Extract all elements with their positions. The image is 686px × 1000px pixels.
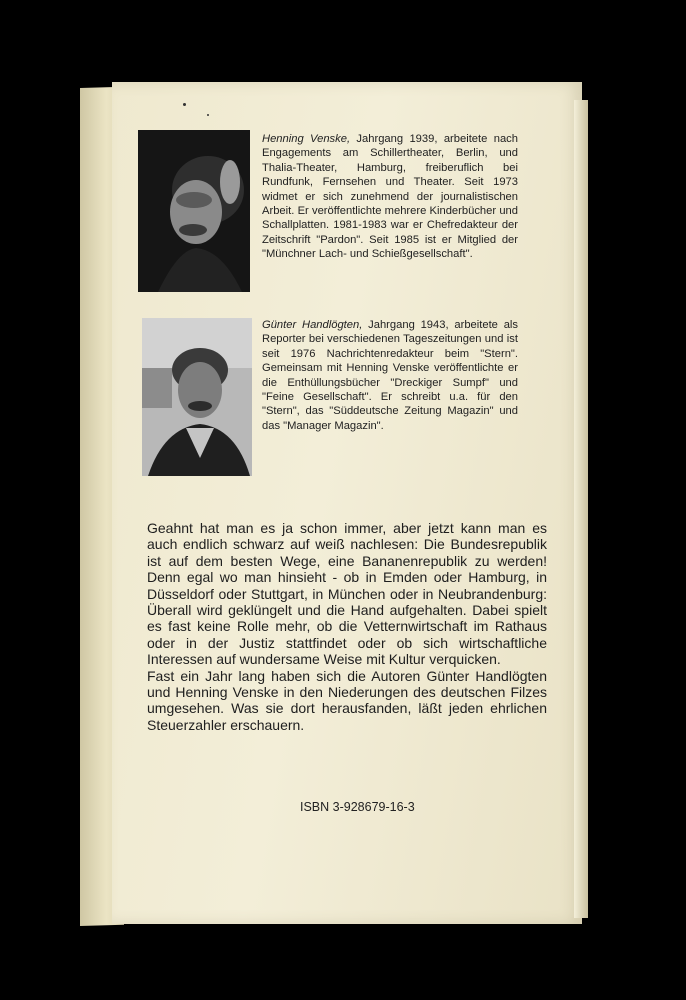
author-name: Henning Venske, bbox=[262, 133, 351, 145]
author-photo-venske bbox=[138, 130, 250, 292]
book-blurb bbox=[147, 520, 547, 733]
author-bio-handloegten bbox=[262, 318, 518, 433]
cover-speck bbox=[207, 114, 209, 116]
isbn-number: ISBN 3-928679-16-3 bbox=[300, 800, 415, 814]
author-bio-text: Jahrgang 1939, arbeitete nach Engagements am Schillertheater, Berlin, und Thalia-Theater, Hamburg, freiberuflich bei Rundfunk, Fernsehen und Theater. Seit 1973 widmet er sich zunehmend der journalistischen Arbeit. Er veröffentlichte mehrere Kinderbücher und Schallplatten. 1981-1983 war er Chefredakteur der Zeitschrift "Pardon". Seit 1985 ist er Mitglied der "Münchner Lach- und Schießgesellschaft". bbox=[262, 133, 518, 261]
blurb-paragraph-2: Fast ein Jahr lang haben sich die Autoren Günter Handlögten und Henning Venske in den Niederungen des deutschen Filzes umgesehen. Was sie dort herausfanden, läßt jeden ehrlichen Steuerzahler erschauern. bbox=[147, 667, 547, 733]
author-bio-venske bbox=[262, 132, 518, 262]
author-photo-handloegten bbox=[142, 318, 252, 476]
blurb-paragraph-1: Geahnt hat man es ja schon immer, aber jetzt kann man es auch endlich schwarz auf weiß nachlesen: Die Bundesrepublik ist auf dem besten Wege, eine Bananenrepublik zu werden! Denn egal wo man hinsieht - ob in Emden oder Hamburg, in Düsseldorf oder Stuttgart, in München oder in Neubrandenburg: Überall wird geklüngelt und die Hand aufgehalten. Dabei spielt es fast keine Rolle mehr, ob die Vetternwirtschaft im Rathaus oder in der Justiz stattfindet oder ob sich wirtschaftliche Interessen auf wundersame Weise mit Kultur verquicken. bbox=[147, 520, 547, 668]
author-name: Günter Handlögten, bbox=[262, 319, 363, 331]
book-page-edge bbox=[574, 100, 588, 918]
author-bio-text: Jahrgang 1943, arbeitete als Reporter bei verschiedenen Tageszeitungen und ist seit 1976 Nachrichtenredakteur beim "Stern". Gemeinsam mit Henning Venske veröffentlichte er die Enthüllungsbücher "Dreckiger Sumpf" und "Feine Gesellschaft". Er schreibt u.a. für den "Stern", das "Süddeutsche Zeitung Magazin" und das "Manager Magazin". bbox=[262, 319, 518, 432]
cover-speck bbox=[183, 103, 186, 106]
